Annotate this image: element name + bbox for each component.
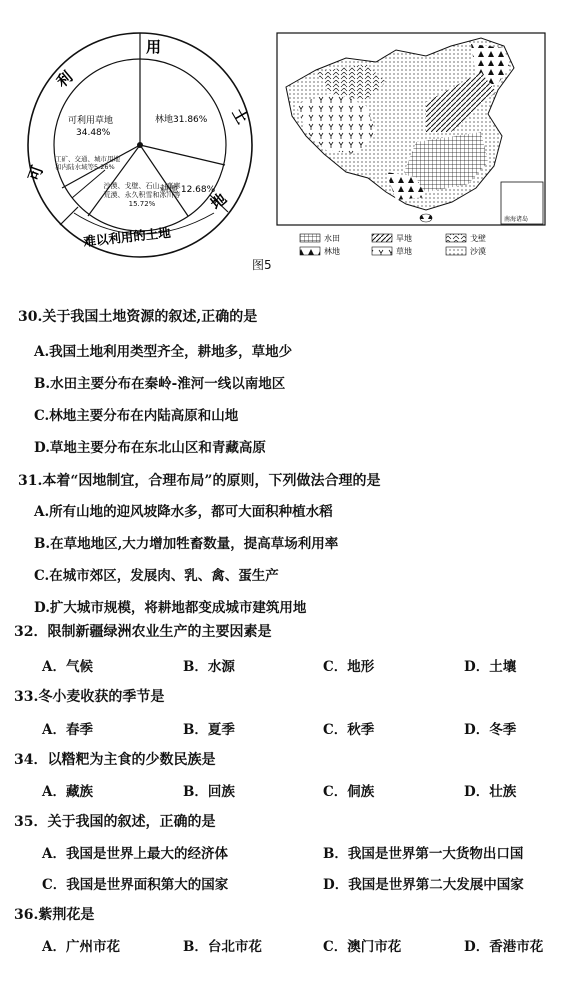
question-36-option-a: A．广州市花 [42,939,120,955]
question-32-option-b: B．水源 [183,659,235,675]
legend-grassland: 草地 [396,247,412,256]
question-31-stem: 31.本着“因地制宜，合理布局”的原则，下列做法合理的是 [18,473,381,489]
legend-desert: 沙漠 [470,247,486,256]
question-30-option-b: B.水田主要分布在秦岭-淮河一线以南地区 [34,376,286,392]
figure-caption: 图5 [252,258,272,272]
segment-grassland-name: 可利用草地 [68,116,114,126]
question-31-option-a: A.所有山地的迎风坡降水多，都可大面积种植水稻 [34,504,333,520]
question-31-option-b: B.在草地地区,大力增加牲畜数量，提高草场利用率 [34,536,339,552]
question-32-option-c: C．地形 [323,659,375,675]
question-30-option-c: C.林地主要分布在内陆高原和山地 [34,408,239,424]
question-31-option-c: C.在城市郊区，发展肉、乳、禽、蛋生产 [34,568,279,584]
question-35-option-a: A．我国是世界上最大的经济体 [42,846,228,862]
question-33-option-b: B．夏季 [183,722,235,738]
ring-char-4: 土 [228,105,252,128]
question-36-option-c: C．澳门市花 [323,939,402,955]
question-32-option-d: D．土壤 [464,659,517,675]
question-30-option-a: A.我国土地利用类型齐全，耕地多，草地少 [34,344,293,360]
question-34-option-c: C．侗族 [323,784,375,800]
china-land-use-map [276,32,548,260]
segment-farmland-label: 耕地 12.68% [160,185,216,195]
segment-forest-label: 林地31.86% [155,115,208,125]
legend-gobi: 戈壁 [470,234,486,243]
question-35-option-b: B．我国是世界第一大货物出口国 [323,846,524,862]
question-34-stem: 34．以糌粑为主食的少数民族是 [14,752,216,768]
question-36-option-b: B．台北市花 [183,939,262,955]
question-34-option-b: B．回族 [183,784,235,800]
question-33-option-c: C．秋季 [323,722,375,738]
question-36-option-d: D．香港市花 [464,939,544,955]
map-legend [300,233,486,256]
segment-grassland-value: 34.48% [76,128,111,138]
question-34-option-d: D．壮族 [464,784,517,800]
question-30-stem: 30.关于我国土地资源的叙述,正确的是 [18,309,258,325]
segment-urban-label: 工矿、交通、城市用地和内陆水域等5.26% [55,155,120,171]
question-32-option-a: A．气候 [42,659,93,675]
question-36-stem: 36.紫荆花是 [14,907,95,923]
question-33-option-d: D．冬季 [464,722,517,738]
question-30-option-d: D.草地主要分布在东北山区和青藏高原 [34,440,266,456]
legend-paddy: 水田 [324,234,340,243]
ring-char-3: 用 [146,38,162,56]
question-32-stem: 32．限制新疆绿洲农业生产的主要因素是 [14,624,272,640]
ring-char-2: 利 [53,67,77,92]
question-34-option-a: A．藏族 [42,784,93,800]
segment-desert-label: 沙漠、戈壁、石山、高寒荒漠、永久积雪和冰川等15.72% [103,182,181,208]
question-35-stem: 35．关于我国的叙述，正确的是 [14,814,216,830]
question-31-option-d: D.扩大城市规模，将耕地都变成城市建筑用地 [34,600,307,616]
ring-char-5: 地 [207,189,231,214]
ring-bottom-label: 难以利用的土地 [82,224,172,249]
legend-dryland: 旱地 [396,234,412,243]
land-use-pie-chart [0,20,260,270]
question-33-option-a: A．春季 [42,722,93,738]
question-35-option-c: C．我国是世界面积第大的国家 [42,877,229,893]
map-inset-label: 南海诸岛 [504,216,529,223]
legend-forest: 林地 [324,247,340,256]
question-35-option-d: D．我国是世界第二大发展中国家 [323,877,524,893]
ring-char-1: 可 [24,163,47,184]
question-33-stem: 33.冬小麦收获的季节是 [14,689,165,705]
